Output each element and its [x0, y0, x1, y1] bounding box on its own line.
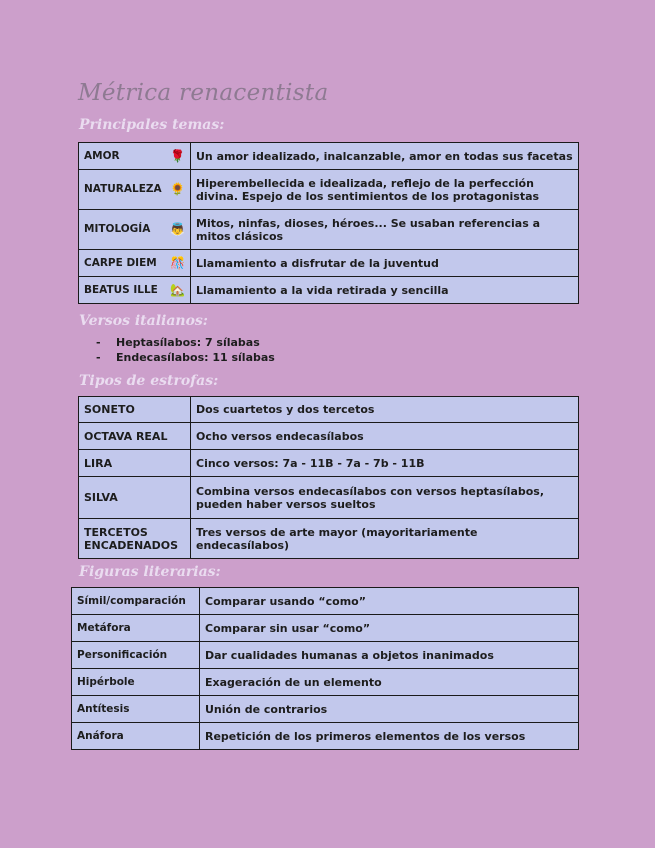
estrofas-key-cell — [79, 477, 191, 519]
temas-value: Un amor idealizado, inalcanzable, amor en todas sus facetas — [191, 143, 579, 170]
estrofas-value: Ocho versos endecasílabos — [191, 423, 579, 450]
estrofas-key-cell — [79, 397, 191, 423]
temas-key-wrap — [84, 150, 185, 163]
figuras-key-wrap — [77, 730, 194, 743]
figuras-row — [72, 588, 579, 615]
house-icon: 🏡 — [170, 282, 185, 297]
figuras-key: Antítesis — [77, 702, 130, 715]
figuras-key-wrap — [77, 649, 194, 662]
estrofas-row — [79, 450, 579, 477]
estrofas-row — [79, 397, 579, 423]
figuras-row — [72, 723, 579, 750]
temas-table — [78, 142, 579, 304]
estrofas-key: LIRA — [84, 456, 113, 470]
estrofas-key: SONETO — [84, 403, 135, 416]
figuras-key-cell — [72, 588, 200, 615]
rose-icon: 🌹 — [170, 148, 185, 163]
temas-key-cell — [79, 170, 191, 210]
temas-key: AMOR — [84, 149, 120, 162]
temas-value: Mitos, ninfas, dioses, héroes... Se usaban referencias a mitos clásicos — [191, 210, 579, 250]
estrofas-key-wrap — [84, 491, 185, 504]
estrofas-row — [79, 477, 579, 519]
estrofas-value: Tres versos de arte mayor (mayoritariamente endecasílabos) — [191, 519, 579, 559]
temas-key: MITOLOGÍA — [84, 223, 151, 235]
verso-item: - Endecasílabos: 11 sílabas — [96, 350, 275, 365]
figuras-key: Hipérbole — [77, 675, 135, 688]
temas-key-cell — [79, 143, 191, 170]
temas-key-wrap — [84, 257, 185, 270]
temas-key-cell — [79, 250, 191, 277]
figuras-key-cell — [72, 723, 200, 750]
figuras-value: Repetición de los primeros elementos de los versos — [200, 723, 579, 750]
figuras-table — [71, 587, 579, 750]
temas-heading: Principales temas: — [79, 117, 225, 133]
temas-row — [79, 170, 579, 210]
temas-row — [79, 210, 579, 250]
confetti-icon: 🎊 — [170, 255, 185, 270]
verso-item: - Heptasílabos: 7 sílabas — [96, 335, 275, 350]
temas-value: Llamamiento a la vida retirada y sencilla — [191, 277, 579, 304]
estrofas-key-wrap — [84, 403, 185, 416]
estrofas-row — [79, 423, 579, 450]
angel-icon: 👼 — [170, 222, 185, 236]
estrofas-key-cell — [79, 423, 191, 450]
figuras-value: Comparar usando “como” — [200, 588, 579, 615]
temas-key-wrap — [84, 284, 185, 297]
figuras-key-cell — [72, 642, 200, 669]
estrofas-value: Combina versos endecasílabos con versos heptasílabos, pueden haber versos sueltos — [191, 477, 579, 519]
figuras-key-wrap — [77, 622, 194, 635]
estrofas-row — [79, 519, 579, 559]
temas-key-wrap — [84, 223, 185, 236]
estrofas-key-cell — [79, 450, 191, 477]
figuras-value: Comparar sin usar “como” — [200, 615, 579, 642]
figuras-heading: Figuras literarias: — [79, 564, 221, 580]
figuras-key-wrap — [77, 703, 194, 716]
figuras-row — [72, 669, 579, 696]
figuras-key-cell — [72, 615, 200, 642]
figuras-key-wrap — [77, 676, 194, 689]
estrofas-key: SILVA — [84, 491, 118, 504]
temas-key-cell — [79, 210, 191, 250]
figuras-key-cell — [72, 669, 200, 696]
versos-list — [96, 335, 275, 365]
estrofas-table — [78, 396, 579, 559]
estrofas-key-wrap — [84, 430, 185, 443]
figuras-key: Personificación — [77, 648, 168, 661]
page-title: Métrica renacentista — [78, 80, 329, 106]
estrofas-value: Dos cuartetos y dos tercetos — [191, 397, 579, 423]
temas-row — [79, 143, 579, 170]
figuras-value: Unión de contrarios — [200, 696, 579, 723]
versos-heading: Versos italianos: — [79, 313, 208, 329]
sunflower-icon: 🌻 — [170, 182, 185, 196]
temas-key-wrap — [84, 183, 185, 196]
figuras-key-cell — [72, 696, 200, 723]
estrofas-key-wrap — [84, 526, 185, 552]
figuras-key: Anáfora — [77, 729, 124, 742]
figuras-row — [72, 642, 579, 669]
temas-key-cell — [79, 277, 191, 304]
estrofas-key-cell — [79, 519, 191, 559]
temas-key: BEATUS ILLE — [84, 283, 158, 296]
estrofas-value: Cinco versos: 7a - 11B - 7a - 7b - 11B — [191, 450, 579, 477]
estrofas-key-wrap — [84, 457, 185, 470]
estrofas-key: OCTAVA REAL — [84, 429, 168, 443]
figuras-row — [72, 696, 579, 723]
temas-key: CARPE DIEM — [84, 256, 157, 269]
temas-key: NATURALEZA — [84, 183, 162, 195]
estrofas-key: TERCETOS ENCADENADOS — [84, 525, 179, 552]
temas-row — [79, 250, 579, 277]
figuras-row — [72, 615, 579, 642]
temas-row — [79, 277, 579, 304]
figuras-value: Exageración de un elemento — [200, 669, 579, 696]
temas-value: Hiperembellecida e idealizada, reflejo de la perfección divina. Espejo de los sentimientos de los protagonistas — [191, 170, 579, 210]
figuras-key: Símil/comparación — [77, 594, 186, 607]
figuras-key-wrap — [77, 595, 194, 608]
estrofas-heading: Tipos de estrofas: — [79, 373, 219, 389]
figuras-value: Dar cualidades humanas a objetos inanimados — [200, 642, 579, 669]
temas-value: Llamamiento a disfrutar de la juventud — [191, 250, 579, 277]
figuras-key: Metáfora — [77, 621, 131, 634]
